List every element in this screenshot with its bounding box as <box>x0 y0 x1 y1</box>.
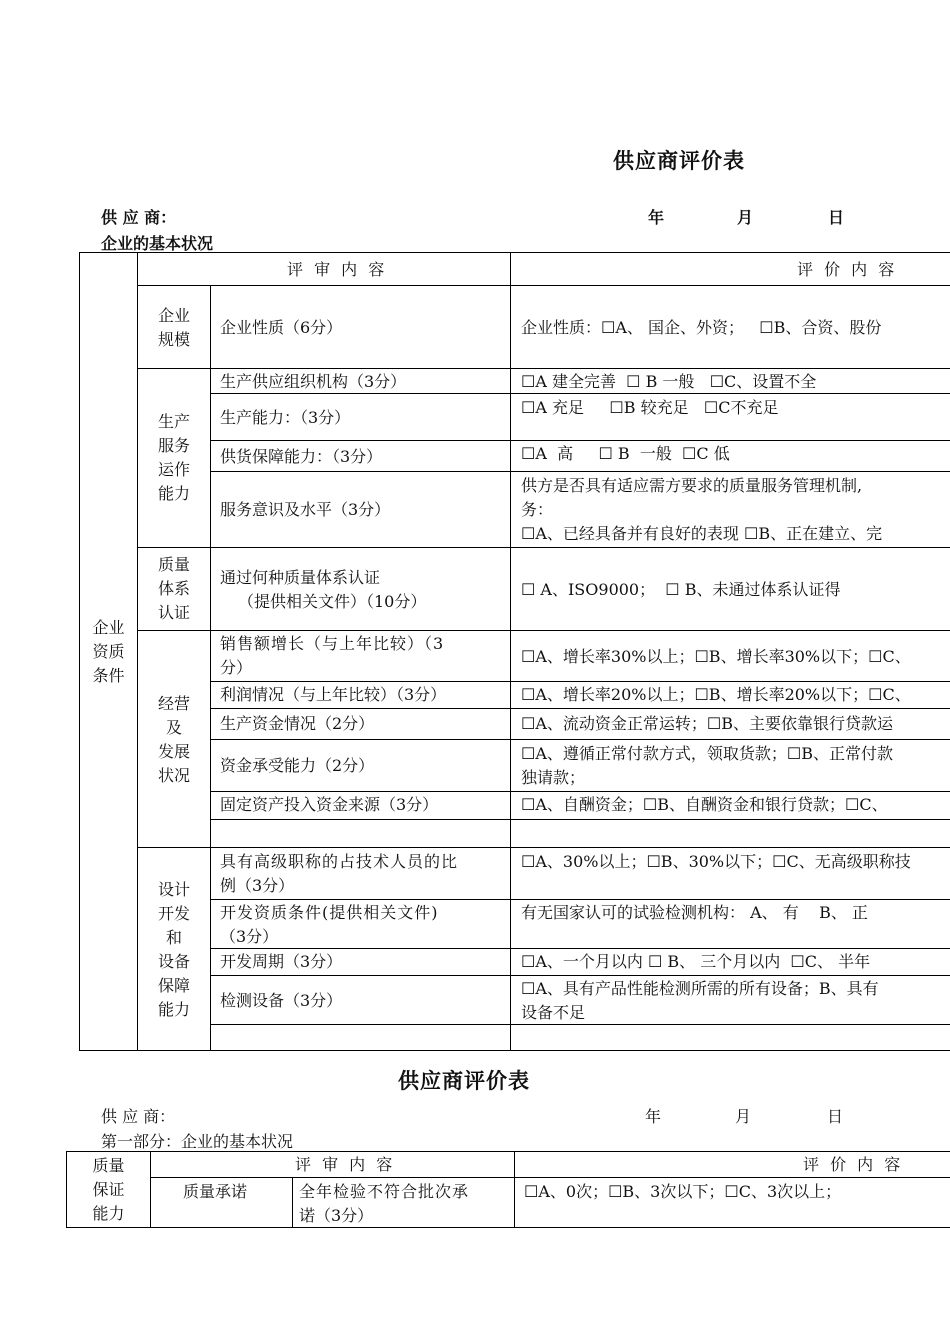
eval-supply-assurance: ☐A 高 ☐ B 一般 ☐C 低 <box>521 444 730 463</box>
page2-header-review: 评 审 内 容 <box>295 1155 396 1174</box>
eval-dev-qualification: 有无国家认可的试验检测机构： A、 有 B、 正 <box>521 903 868 922</box>
group-quality: 质量 体系 认证 <box>157 555 190 622</box>
item-certification-line2: （提供相关文件）（10分） <box>238 592 427 611</box>
supplier-label: 供 应 商： <box>101 208 177 227</box>
date-month: 月 <box>737 208 754 227</box>
page2-item-line2: 诺（3分） <box>299 1206 374 1225</box>
eval-service-line2: 务： <box>521 500 554 519</box>
header-review-content: 评 审 内 容 <box>287 260 388 279</box>
eval-service-line3: ☐A、已经具备并有良好的表现 ☐B、正在建立、完 <box>521 524 883 543</box>
eval-senior-staff: ☐A、30%以上；☐B、30%以下；☐C、无高级职称技 <box>521 852 911 871</box>
page2-supplier-label: 供 应 商： <box>101 1107 176 1126</box>
eval-test-equipment-line2: 设备不足 <box>521 1003 586 1022</box>
eval-dev-cycle: ☐A、一个月以内 ☐ B、 三个月以内 ☐C、 半年 <box>521 952 871 971</box>
eval-capacity: ☐A 充足 ☐B 较充足 ☐C不充足 <box>521 398 779 417</box>
eval-sales-growth: ☐A、增长率30%以上；☐B、增长率30%以下；☐C、 <box>521 647 911 666</box>
page2-section-heading: 第一部分：企业的基本状况 <box>101 1132 294 1151</box>
group-scale: 企业 规模 <box>157 306 190 349</box>
eval-org-structure: ☐A 建全完善 ☐ B 一般 ☐C、设置不全 <box>521 372 817 391</box>
eval-fund-capacity-line2: 独请款； <box>521 768 586 787</box>
page-title: 供应商评价表 <box>613 148 745 173</box>
item-org-structure: 生产供应组织机构（3分） <box>220 372 407 391</box>
item-senior-staff-line2: 例（3分） <box>220 876 295 895</box>
page2-eval: ☐A、0次；☐B、3次以下；☐C、3次以上； <box>524 1182 842 1201</box>
item-test-equipment: 检测设备（3分） <box>220 991 343 1010</box>
eval-profit: ☐A、增长率20%以上；☐B、增长率20%以下；☐C、 <box>521 685 911 704</box>
eval-test-equipment-line1: ☐A、具有产品性能检测所需的所有设备；B、具有 <box>521 979 879 998</box>
item-service-level: 服务意识及水平（3分） <box>220 500 391 519</box>
page2-date-month: 月 <box>735 1107 752 1126</box>
item-profit: 利润情况（与上年比较）（3分） <box>220 685 447 704</box>
item-capacity: 生产能力：（3分） <box>220 408 351 427</box>
group-design: 设计 开发 和 设备 保障 能力 <box>157 880 190 1019</box>
page2-quality-commitment: 质量承诺 <box>183 1182 248 1201</box>
item-senior-staff-line1: 具有高级职称的占技术人员的比 <box>220 852 459 871</box>
item-production-funds: 生产资金情况（2分） <box>220 714 375 733</box>
item-dev-qualification-line2: （3分） <box>220 927 279 946</box>
item-sales-growth-line1: 销售额增长（与上年比较）（3 <box>220 634 445 653</box>
eval-enterprise-nature: 企业性质：☐A、 国企、外资； ☐B、合资、股份 <box>521 318 882 337</box>
date-day: 日 <box>828 208 845 227</box>
category-qualification: 企业 资质 条件 <box>92 618 125 685</box>
group-business: 经营 及 发展 状况 <box>157 694 190 785</box>
page2-header-eval: 评 价 内 容 <box>803 1155 904 1174</box>
section-heading: 企业的基本状况 <box>101 234 214 253</box>
header-eval-content: 评 价 内 容 <box>797 260 898 279</box>
page2-item-line1: 全年检验不符合批次承 <box>299 1182 470 1201</box>
eval-certification: ☐ A、ISO9000； ☐ B、未通过体系认证得 <box>521 580 841 599</box>
eval-fixed-assets: ☐A、自酬资金；☐B、自酬资金和银行贷款；☐C、 <box>521 795 888 814</box>
page2-date-year: 年 <box>645 1107 662 1126</box>
eval-service-line1: 供方是否具有适应需方要求的质量服务管理机制, <box>521 476 863 495</box>
page2-title: 供应商评价表 <box>398 1068 530 1093</box>
item-fixed-assets: 固定资产投入资金来源（3分） <box>220 795 439 814</box>
item-fund-capacity: 资金承受能力（2分） <box>220 756 375 775</box>
group-production: 生产 服务 运作 能力 <box>157 412 190 503</box>
item-enterprise-nature: 企业性质（6分） <box>220 318 343 337</box>
item-supply-assurance: 供货保障能力：（3分） <box>220 447 383 466</box>
page2-date-day: 日 <box>827 1107 844 1126</box>
item-dev-qualification-line1: 开发资质条件(提供相关文件) <box>220 903 439 922</box>
item-certification-line1: 通过何种质量体系认证 <box>220 568 381 587</box>
item-dev-cycle: 开发周期（3分） <box>220 952 343 971</box>
eval-production-funds: ☐A、流动资金正常运转；☐B、主要依靠银行贷款运 <box>521 714 894 733</box>
page2-category: 质量 保证 能力 <box>92 1156 125 1223</box>
date-year: 年 <box>648 208 665 227</box>
item-sales-growth-line2: 分） <box>220 658 253 677</box>
eval-fund-capacity-line1: ☐A、遵循正常付款方式，领取货款；☐B、正常付款 <box>521 744 894 763</box>
